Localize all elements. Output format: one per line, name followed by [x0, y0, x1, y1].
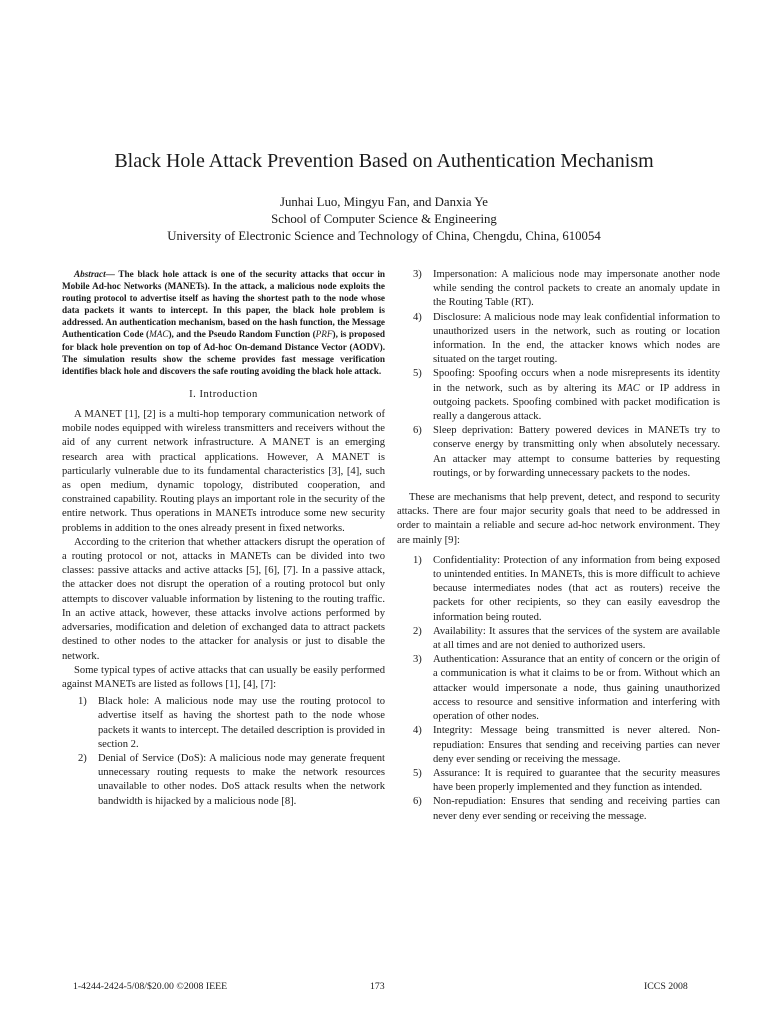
list-item: 4) Disclosure: A malicious node may leak confidential information to unauthorized users in the network, such as routing or location information. In the end, the attacker knows which nodes are situated on the target routing.: [413, 311, 720, 366]
attack-list-right: [397, 268, 720, 481]
mac-symbol: MAC: [617, 382, 640, 394]
attack-list-left: [62, 695, 385, 809]
abstract-lead: Abstract: [74, 269, 106, 279]
footer-copyright: 1-4244-2424-5/08/$20.00 ©2008 IEEE: [73, 981, 228, 992]
author-block: [0, 194, 768, 245]
abstract: Abstract— The black hole attack is one of the security attacks that occur in Mobile Ad-hoc Networks (MANETs). In the attack, a malicious node exploits the routing protocol to advertise itself as having the shortest path to the node whose data packets it wants to intercept. In this paper, the black hole problem is addressed. An authentication mechanism, based on the hash function, the Message Authentication Code (MAC), and the Pseudo Random Function (PRF), is proposed for black hole prevention on top of Ad-hoc On-demand Distance Vector (AODV). The simulation results show the scheme provides fast message verification identifies black hole and discovers the safe routing avoiding the black hole attack.: [62, 269, 385, 376]
affiliation-department: School of Computer Science & Engineering: [271, 212, 497, 226]
affiliation-university: University of Electronic Science and Technology of China, Chengdu, China, 610054: [167, 229, 601, 243]
right-column: [397, 268, 720, 824]
list-item: 5) Assurance: It is required to guarantee that the security measures have been properly implemented and they function as intended.: [413, 767, 720, 794]
footer-conference: ICCS 2008: [644, 981, 688, 992]
intro-paragraph-3: Some typical types of active attacks that can usually be easily performed against MANETs are listed as follows [1], [4], [7]:: [62, 664, 385, 690]
list-item: 2) Availability: It assures that the services of the system are available at all times and are not denied to authorized users.: [413, 625, 720, 652]
list-item: 1) Confidentiality: Protection of any information from being exposed to unintended entities. In MANETs, this is more difficult to achieve because intermediates nodes (that act as routers) receive the packets for other recipients, so they can easily eavesdrop the information being routed.: [413, 554, 720, 623]
intro-paragraph-2: According to the criterion that whether attackers disrupt the operation of a routing protocol or not, attacks in MANETs can be divided into two classes: passive attacks and active attacks [5], [6], [7]. In a passive attack, the attacker does not disrupt the operation of a routing protocol but only attempts to discover valuable information by listening to the routing traffic. In an active attack, however, these attacks involve actions performed by adversaries, modification and deletion of exchanged data to attract packets destined to other nodes to the attacker for analysis or just to disable the network.: [62, 536, 385, 662]
security-goals-list: [397, 554, 720, 824]
list-item: 1) Black hole: A malicious node may use the routing protocol to advertise itself as having the shortest path to the node whose packets it wants to intercept. The detailed description is provided in section 2.: [78, 696, 385, 750]
list-item: 5) Spoofing: Spoofing occurs when a node misrepresents its identity in the network, such as by altering its MAC or IP address in outgoing packets. Spoofing combined with packet modification is really a dangerous attack.: [413, 368, 720, 423]
left-column: [62, 268, 385, 809]
security-goals-intro: These are mechanisms that help prevent, detect, and respond to security attacks. There are four major security goals that need to be addressed in order to maintain a reliable and secure ad-hoc network environment. They are mainly [9]:: [397, 492, 720, 546]
list-item: 2) Denial of Service (DoS): A malicious node may generate frequent unnecessary routing requests to make the network resources unavailable to other nodes. DoS attack results when the network bandwidth is hijacked by a malicious node [8].: [78, 752, 385, 807]
prf-symbol: PRF: [315, 329, 333, 340]
list-item: 3) Impersonation: A malicious node may impersonate another node while sending the control packets to create an anomaly update in the Routing Table (RT).: [413, 269, 720, 309]
paper-title: Black Hole Attack Prevention Based on Authentication Mechanism: [114, 150, 654, 172]
list-item: 3) Authentication: Assurance that an entity of concern or the origin of a communication is what it claims to be or from. Without which an attacker would impersonate a node, thus gaining unauthorized access to resource and sensitive information and interfering with operation of other nodes.: [413, 654, 720, 723]
author-names: Junhai Luo, Mingyu Fan, and Danxia Ye: [280, 195, 488, 209]
footer-page-number: 173: [370, 981, 385, 992]
list-item: 6) Non-repudiation: Ensures that sending and receiving parties can never deny ever sending or receiving the message.: [413, 796, 720, 822]
section-heading-introduction: I. Introduction: [189, 388, 258, 400]
mac-symbol: MAC: [149, 329, 169, 340]
intro-paragraph-1: A MANET [1], [2] is a multi-hop temporary communication network of mobile nodes equipped with wireless transmitters and receivers without the aid of any current network infrastructure. A MANET is an emerging research area with practical applications. However, A MANET is particularly vulnerable due to its fundamental characteristics [3], [4], such as open medium, dynamic topology, distributed cooperation, and constrained capability. Routing plays an important role in the security of the entire network. Thus operations in MANETs introduce some new security problems in addition to the ones already present in fixed networks.: [62, 409, 385, 534]
list-item: 6) Sleep deprivation: Battery powered devices in MANETs try to conserve energy by transmitting only when absolutely necessary. An attacker may attempt to consume batteries by requesting routings, or by forwarding unnecessary packets to the nodes.: [413, 425, 720, 479]
list-item: 4) Integrity: Message being transmitted is never altered. Non-repudiation: Ensures that sending and receiving parties can never deny ever sending or receiving the message.: [413, 725, 720, 765]
